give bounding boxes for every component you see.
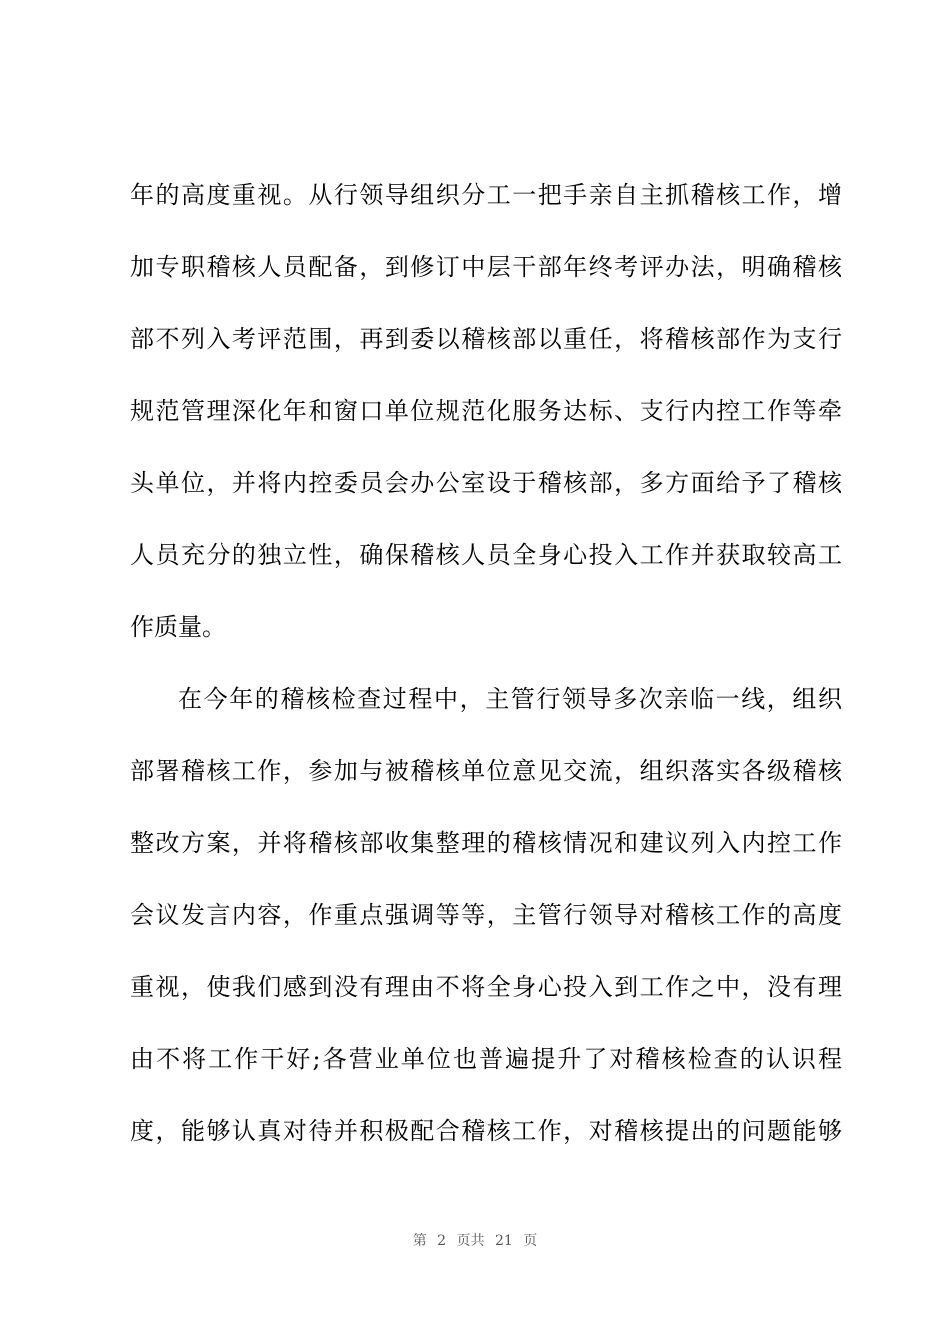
page-number-footer: 第 2 页共 21 页 xyxy=(412,1233,538,1249)
paragraph-2-line-4: 会议发言内容，作重点强调等等，主管行领导对稽核工作的高度 xyxy=(130,901,842,929)
paragraph-2-line-5: 重视，使我们感到没有理由不将全身心投入到工作之中，没有理 xyxy=(130,973,842,1001)
paragraph-2-line-6: 由不将工作干好;各营业单位也普遍提升了对稽核检查的认识程 xyxy=(130,1045,842,1073)
paragraph-1-line-5: 头单位，并将内控委员会办公室设于稽核部，多方面给予了稽核 xyxy=(130,469,842,497)
paragraph-2-line-2: 部署稽核工作，参加与被稽核单位意见交流，组织落实各级稽核 xyxy=(130,757,842,785)
paragraph-2-line-1: 在今年的稽核检查过程中，主管行领导多次亲临一线，组织 xyxy=(178,685,842,713)
paragraph-2-line-7: 度，能够认真对待并积极配合稽核工作，对稽核提出的问题能够 xyxy=(130,1117,842,1145)
paragraph-1-line-6: 人员充分的独立性，确保稽核人员全身心投入工作并获取较高工 xyxy=(130,541,842,569)
paragraph-1-line-1: 年的高度重视。从行领导组织分工一把手亲自主抓稽核工作，增 xyxy=(130,181,842,209)
paragraph-2-line-3: 整改方案，并将稽核部收集整理的稽核情况和建议列入内控工作 xyxy=(130,829,842,857)
paragraph-1-line-7: 作质量。 xyxy=(130,613,226,641)
paragraph-1-line-3: 部不列入考评范围，再到委以稽核部以重任，将稽核部作为支行 xyxy=(130,325,842,353)
paragraph-1-line-4: 规范管理深化年和窗口单位规范化服务达标、支行内控工作等牵 xyxy=(130,397,842,425)
paragraph-1-line-2: 加专职稽核人员配备，到修订中层干部年终考评办法，明确稽核 xyxy=(130,253,842,281)
